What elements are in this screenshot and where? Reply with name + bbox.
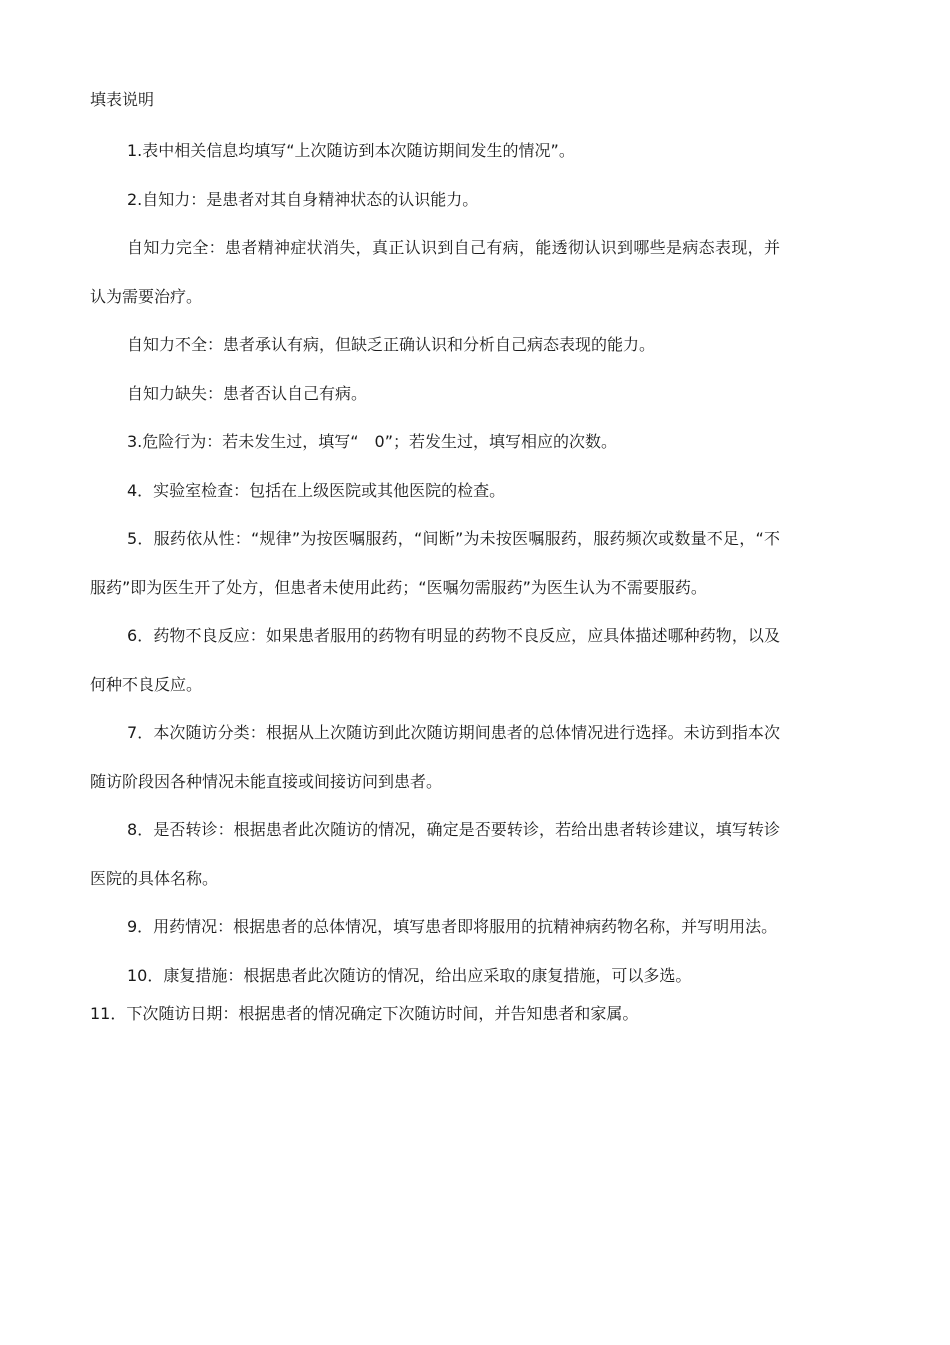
paragraph-9: 9．用药情况：根据患者的总体情况，填写患者即将服用的抗精神病药物名称，并写明用法。 (127, 917, 778, 936)
paragraph-10: 10．康复措施：根据患者此次随访的情况，给出应采取的康复措施，可以多选。 (127, 965, 692, 985)
paragraph-3: 3.危险行为：若未发生过，填写“ 0”；若发生过，填写相应的次数。 (127, 432, 618, 451)
paragraph-6: 6．药物不良反应：如果患者服用的药物有明显的药物不良反应，应具体描述哪种药物，以及何种不良反应。 (90, 626, 780, 694)
paragraph-5: 5．服药依从性：“规律”为按医嘱服药，“间断”为未按医嘱服药，服药频次或数量不足，“不服药”即为医生开了处方，但患者未使用此药；“医嘱勿需服药”为医生认为不需要服药。 (90, 529, 780, 597)
paragraph-4: 4．实验室检查：包括在上级医院或其他医院的检查。 (127, 480, 506, 500)
paragraph-11: 11．下次随访日期：根据患者的情况确定下次随访时间，并告知患者和家属。 (90, 1004, 639, 1023)
paragraph-2: 2.自知力：是患者对其自身精神状态的认识能力。 (127, 189, 479, 209)
document-page (90, 86, 780, 1031)
document-title: 填表说明 (90, 90, 155, 109)
paragraph-8: 8．是否转诊：根据患者此次随访的情况，确定是否要转诊，若给出患者转诊建议，填写转诊医院的具体名称。 (90, 820, 780, 888)
paragraph-1: 1.表中相关信息均填写“上次随访到本次随访期间发生的情况”。 (127, 141, 575, 160)
paragraph-insight-absent: 自知力缺失：患者否认自己有病。 (127, 383, 368, 403)
paragraph-insight-complete: 自知力完全：患者精神症状消失，真正认识到自己有病，能透彻认识到哪些是病态表现，并认为需要治疗。 (90, 238, 780, 306)
paragraph-7: 7．本次随访分类：根据从上次随访到此次随访期间患者的总体情况进行选择。未访到指本次随访阶段因各种情况未能直接或间接访问到患者。 (90, 723, 780, 791)
paragraph-insight-partial: 自知力不全：患者承认有病，但缺乏正确认识和分析自己病态表现的能力。 (127, 335, 656, 354)
